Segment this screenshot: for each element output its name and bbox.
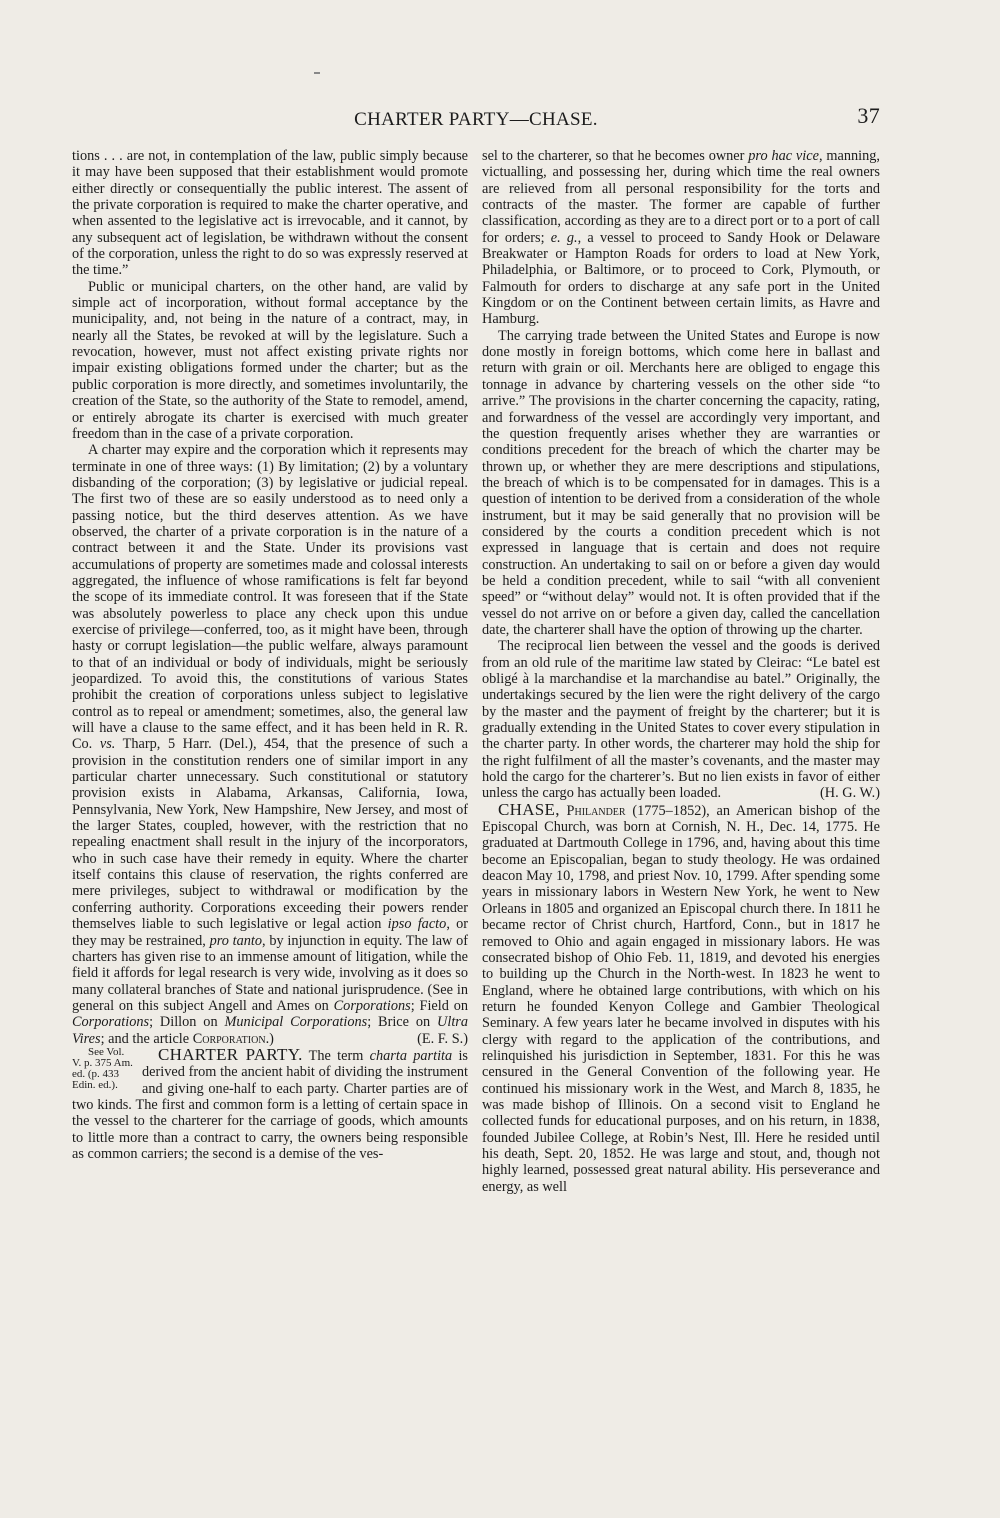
paragraph: The carrying trade between the United States and Europe is now done mostly in foreign bottoms, which come here in ballast and return with grain or oil. Merchants here are obliged to engage this tonnage in advance by chartering vessels on the other side “to arrive.” The provisions in the charter concerning the capacity, rating, and forwardness of the vessel are accordingly very important, and the question frequently arises whether they are warranties or conditions precedent for the breach of which the charter may be thrown up, or whether they are mere descriptions and stipulations, the breach of which is to be compensated for in damages. This is a question of intention to be derived from a consideration of the whole instrument, but it may be said generally that no provision will be considered by the courts a condition precedent which is not expressed in language that is certain and does not require construction. An undertaking to sail on or before a given day would be held a condition precedent, while to sail “with all convenient speed” or “without delay” would not. It is often provided that if the vessel do not arrive on or before a given day, called the cancellation date, the charterer shall have the option of throwing up the charter. [482,327,880,638]
cross-reference: Corporation [192,1030,266,1047]
entry-name: Philander [559,802,626,819]
paragraph: The reciprocal lien between the vessel and the goods is derived from an old rule of the maritime law stated by Cleirac: “Le batel est obligé à la marchandise et la marchandise au batel.” Originally, the undertakings secured by the lien were the right delivery of the cargo by the master and the payment of freight by the charterer; but it is gradually extending in the United States to cover every stipulation in the charter party. In other words, the charterer may hold the ship for the right fulfilment of all the master’s covenants, and the master may hold the cargo for the charterer’s. But no lien exists in favor of either unless the cargo has actually been loaded. (H. G. W.) [482,638,880,802]
entry-chase: CHASE, Philander (1775–1852), an American bishop of the Episcopal Church, was born at Cornish, N. H., Dec. 14, 1775. He graduated at Dartmouth College in 1796, and, having about this time become an Episcopalian, began to study theology. He was ordained deacon May 10, 1798, and priest Nov. 10, 1799. After spending some years in missionary labors in Western New York, he went to New Orleans in 1805 and organized an Episcopal church there. In 1811 he became rector of Christ church, Hartford, Conn., but in 1817 he removed to Ohio and again engaged in missionary labors. He was consecrated bishop of Ohio Feb. 11, 1819, and devoted his energies to building up the Church in the North-west. In 1823 he went to England, where he obtained large contributions, with which on his return he founded Kenyon College and Gambier Theological Seminary. A few years later he became involved in disputes with his clergy with regard to the application of the contributions, and relinquished his jurisdiction in September, 1831. For this he was censured in the General Convention of the following year. He continued his missionary work in the West, and March 8, 1835, he was made bishop of Illinois. On a second visit to England he collected funds for educational purposes, and on his return, in 1838, founded Jubilee College, at Robin’s Nest, Ill. Here he resided until his death, Sept. 20, 1852. He was large and stout, and, though not highly learned, possessed great natural ability. His perseverance and energy, as well [482,799,880,1195]
entry-charter-party: CHARTER PARTY. The term charta partita See Vol. V. p. 375 Am. ed. (p. 433 Edin. ed.). is derived from the ancient habit of dividing the instrument and giving one-half to each party. Charter parties are of two kinds. The first and common form is a letting of certain space in the vessel to the charterer for the carriage of goods, which amounts to little more than a contract to carry, the owners being responsible as common carriers; the second is a demise of the ves- [72,1044,468,1162]
paragraph: sel to the charterer, so that he becomes owner pro hac vice, manning, victualling, and possessing her, during which time the real owners are relieved from all personal responsibility for the torts and contracts of the master. The former are capable of further classification, according as they are to a direct port or to a port of call for orders; e. g., a vessel to proceed to Sandy Hook or Delaware Breakwater or Hampton Roads for orders to load at New York, Philadelphia, or Baltimore, or to proceed to Cork, Plymouth, or Falmouth for orders to discharge at any safe port in the United Kingdom or on the Continent between certain limits, as Havre and Hamburg. [482,148,880,328]
left-column [72,148,468,1162]
citation: Municipal Corporations [224,1014,368,1031]
right-column [482,148,880,1195]
citation: Corporations [72,1014,150,1031]
running-head [72,103,880,131]
paragraph: tions . . . are not, in contemplation of the law, public simply because it may have been supposed that their establishment would promote either directly or consequentially the public interest. The assent of the private corporation is required to make the charter operative, and when assented to the legislative act is irrevocable, and it cannot, by any subsequent act of legislation, be withdrawn without the consent of the corporation, unless the right to do so was expressly reserved at the time.” [72,148,468,279]
entry-heading: CHARTER PARTY. [158,1044,303,1064]
citation: Ultra Vires [72,1014,469,1047]
print-mark [314,72,320,74]
author-initials: (E. F. S.) [417,1030,468,1047]
author-initials: (H. G. W.) [820,785,880,802]
page-title: CHARTER PARTY—CHASE. [354,109,598,130]
citation: Corporations [333,997,411,1014]
entry-heading: CHASE, [498,799,560,819]
page-number: 37 [857,103,880,128]
margin-note: See Vol. V. p. 375 Am. ed. (p. 433 Edin. ed.). [72,1045,133,1091]
paragraph: Public or municipal charters, on the other hand, are valid by simple act of incorporation, without formal acceptance by the municipality, and, not being in the nature of a contract, may, in nearly all the States, be revoked at will by the legislature. Such a revocation, however, must not affect existing private rights nor impair existing obligations formed under the charter; but as the public corporation is more directly, and sometimes involuntarily, the creation of the State, so the authority of the State to remodel, amend, or entirely abrogate its charter is exercised with much greater freedom than in the case of a private corporation. [72,278,468,442]
paragraph: A charter may expire and the corporation which it represents may terminate in one of three ways: (1) By limitation; (2) by a voluntary disbanding of the corporation; (3) by legislative or judicial repeal. The first two of these are so easily understood as to need only a passing notice, but the third deserves attention. As we have observed, the charter of a private corporation is in the nature of a contract between it and the State. Under its provisions vast accumulations of property are sometimes made and colossal interests aggregated, the influence of whose ramifications is felt far beyond the scope of its immediate control. It was foreseen that if the State was absolutely powerless to place any check upon this undue exercise of privilege—conferred, too, as it might have been, through hasty or corrupt legislation—the public welfare, always paramount to that of an individual or body of individuals, might be seriously jeopardized. To avoid this, the constitutions of various States prohibit the creation of corporations unless subject to legislative control as to repeal or amendment; sometimes, also, the general law will have a clause to the same effect, and it has been held in R. R. Co. vs. Tharp, 5 Harr. (Del.), 454, that the presence of such a provision in the constitution renders one of similar import in any particular charter unnecessary. Such constitutional or statutory provision exists in Alabama, Arkansas, California, Iowa, Pennsylvania, New York, New Hampshire, New Jersey, and most of the larger States, coupled, however, with the restriction that no repealing enactment shall result in the injury of the incorporators, who in such case have their remedy in equity. Where the charter itself contains this clause of reservation, the rights conferred are mere privileges, subject to withdrawal or modification by the conferring authority. Corporations exceeding their powers render themselves liable to such legislative or legal action ipso facto, or they may be restrained, pro tanto, by injunction in equity. The law of charters has given rise to an immense amount of litigation, while the field it affords for legal research is very wide, involving as it does so many collateral branches of State and national jurisprudence. (See in general on this subject Angell and Ames on Corporations; Field on Corporations; Dillon on Municipal Corporations; Brice on Ultra Vires; and the article Corporation.) (E. F. S.) [72,442,469,1047]
